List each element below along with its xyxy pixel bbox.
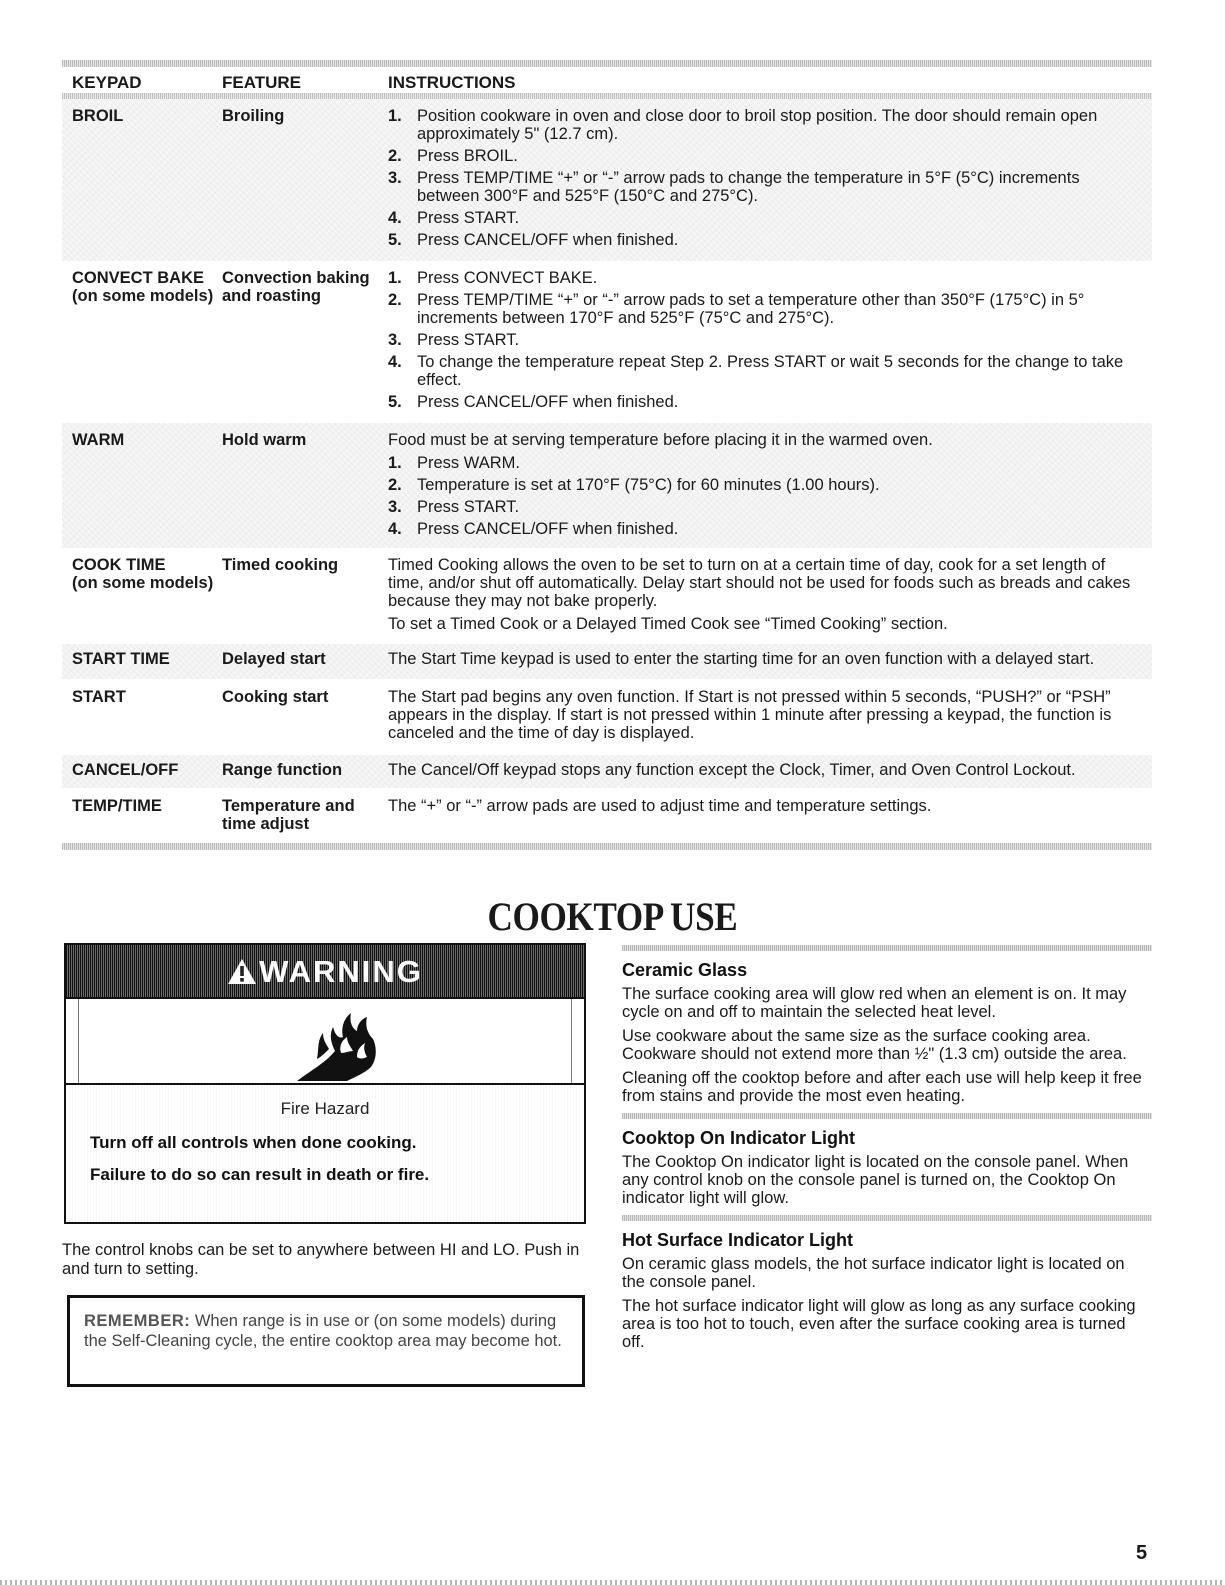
step-item <box>388 169 1142 205</box>
warning-box <box>64 943 586 1224</box>
instruction-text: Timed Cooking allows the oven to be set to turn on at a certain time of day, cook for a set length of time, and/or shut off automatically. Delay start should not be used for foods such as breads and cakes because they may not bake properly. <box>388 556 1131 610</box>
table-row-temp-time <box>62 788 1152 837</box>
warning-triangle-icon <box>227 957 257 993</box>
step-text: Press CANCEL/OFF when finished. <box>417 520 679 538</box>
keypad-name: COOK TIME (on some models) <box>72 556 214 592</box>
step-text: Press TEMP/TIME “+” or “-” arrow pads to set a temperature other than 350°F (175°C) in 5° increments between 170°F and 525°F (75°C and 275°C). <box>417 291 1085 327</box>
step-item <box>388 291 1142 327</box>
step-number: 3. <box>388 331 402 349</box>
step-number: 1. <box>388 269 402 287</box>
instructions <box>388 269 1152 415</box>
table-row-cancel-off <box>62 755 1152 788</box>
keypad-table <box>62 60 1152 850</box>
step-number: 1. <box>388 107 402 125</box>
keypad-name: TEMP/TIME <box>72 797 162 815</box>
remember-label: REMEMBER: <box>84 1312 191 1330</box>
step-number: 4. <box>388 520 402 538</box>
table-bottom-rule <box>62 843 1152 850</box>
step-item <box>388 231 1142 249</box>
fire-hazard-icon <box>295 1007 381 1083</box>
section-paragraph: The hot surface indicator light will glow as long as any surface cooking area is too hot to touch, even after the surface cooking area is turned off. <box>622 1297 1136 1351</box>
step-text: Press CANCEL/OFF when finished. <box>417 231 679 249</box>
table-row-cook-time <box>62 548 1152 644</box>
table-top-rule <box>62 60 1152 67</box>
instruction-note: To set a Timed Cook or a Delayed Timed Cook see “Timed Cooking” section. <box>388 615 948 633</box>
hazard-symbol-area <box>78 999 572 1083</box>
section-paragraph: The Cooktop On indicator light is located on the console panel. When any control knob on the console panel is turned on, the Cooktop On indicator light will glow. <box>622 1153 1129 1207</box>
section-paragraph: The surface cooking area will glow red when an element is on. It may cycle on and off to maintain the selected heat level. <box>622 985 1127 1021</box>
step-text: Position cookware in oven and close door to broil stop position. The door should remain open approximately 5" (12.7 cm). <box>417 107 1098 143</box>
instructions <box>388 650 1152 673</box>
step-item <box>388 454 1142 472</box>
keypad-name: START TIME <box>72 650 170 668</box>
feature-name: Timed cooking <box>222 556 339 574</box>
step-text: Press START. <box>417 498 520 516</box>
step-item <box>388 476 1142 494</box>
step-list <box>388 107 1142 249</box>
table-row-convect-bake <box>62 261 1152 423</box>
step-item <box>388 209 1142 227</box>
section-heading: Cooktop On Indicator Light <box>622 1128 855 1148</box>
table-row-start <box>62 679 1152 755</box>
step-number: 5. <box>388 231 402 249</box>
step-text: Press CONVECT BAKE. <box>417 269 598 287</box>
section-rule <box>622 1113 1152 1119</box>
step-item <box>388 353 1142 389</box>
step-number: 1. <box>388 454 402 472</box>
keypad-name: WARM <box>72 431 125 449</box>
table-row-start-time <box>62 644 1152 679</box>
step-item <box>388 331 1142 349</box>
page-bottom-edge <box>0 1580 1225 1585</box>
section-title: COOKTOP USE <box>487 894 738 939</box>
section-paragraph: Cleaning off the cooktop before and after each use will help keep it free from stains and provide the most even heating. <box>622 1069 1142 1105</box>
feature-name: Temperature and time adjust <box>222 797 355 833</box>
step-text: To change the temperature repeat Step 2. Press START or wait 5 seconds for the change to take effect. <box>417 353 1124 389</box>
step-item <box>388 147 1142 165</box>
instruction-text: The “+” or “-” arrow pads are used to adjust time and temperature settings. <box>388 797 932 815</box>
table-row-broil <box>62 99 1152 261</box>
step-number: 4. <box>388 209 402 227</box>
warning-line-1: Turn off all controls when done cooking. <box>90 1133 417 1152</box>
warning-header <box>66 945 584 999</box>
instructions <box>388 431 1152 542</box>
cooktop-section <box>622 945 1152 1105</box>
step-item <box>388 498 1142 516</box>
step-number: 2. <box>388 291 402 309</box>
section-heading: Hot Surface Indicator Light <box>622 1230 854 1250</box>
cooktop-section <box>622 1215 1152 1351</box>
keypad-name: CONVECT BAKE (on some models) <box>72 269 214 305</box>
keypad-name: CANCEL/OFF <box>72 761 179 779</box>
step-text: Temperature is set at 170°F (75°C) for 60 minutes (1.00 hours). <box>417 476 880 494</box>
section-paragraph: On ceramic glass models, the hot surface indicator light is located on the console panel. <box>622 1255 1125 1291</box>
section-paragraph: Use cookware about the same size as the surface cooking area. Cookware should not extend more than ½" (1.3 cm) outside the area. <box>622 1027 1127 1063</box>
keypad-name: START <box>72 688 126 706</box>
step-text: Press CANCEL/OFF when finished. <box>417 393 679 411</box>
feature-name: Broiling <box>222 107 285 125</box>
warning-body <box>66 1083 584 1222</box>
step-number: 3. <box>388 498 402 516</box>
feature-name: Delayed start <box>222 650 326 668</box>
remember-box <box>67 1295 585 1387</box>
feature-name: Cooking start <box>222 688 329 706</box>
step-text: Press WARM. <box>417 454 520 472</box>
header-feature: FEATURE <box>222 73 302 92</box>
instructions <box>388 688 1152 747</box>
instruction-text: The Start Time keypad is used to enter the starting time for an oven function with a delayed start. <box>388 650 1095 668</box>
step-text: Press BROIL. <box>417 147 518 165</box>
step-number: 2. <box>388 476 402 494</box>
table-header <box>62 67 1152 93</box>
section-heading: Ceramic Glass <box>622 960 748 980</box>
warning-heading: WARNING <box>259 954 423 989</box>
step-number: 4. <box>388 353 402 371</box>
header-keypad: KEYPAD <box>72 73 142 92</box>
step-number: 5. <box>388 393 402 411</box>
instructions <box>388 107 1152 253</box>
keypad-name: BROIL <box>72 107 124 125</box>
step-list <box>388 454 1142 538</box>
step-item <box>388 269 1142 287</box>
cooktop-info-column <box>622 945 1152 1357</box>
section-rule <box>622 1215 1152 1221</box>
instruction-text: The Cancel/Off keypad stops any function except the Clock, Timer, and Oven Control Lockout. <box>388 761 1076 779</box>
feature-name: Range function <box>222 761 343 779</box>
step-item <box>388 393 1142 411</box>
step-list <box>388 269 1142 411</box>
instruction-text: The Start pad begins any oven function. If Start is not pressed within 5 seconds, “PUSH?” or “PSH” appears in the display. If start is not pressed within 1 minute after pressing a keypad, the function is canceled and the time of day is displayed. <box>388 688 1112 742</box>
step-text: Press START. <box>417 209 520 227</box>
step-text: Press START. <box>417 331 520 349</box>
instructions <box>388 556 1152 638</box>
step-item <box>388 520 1142 538</box>
cooktop-section <box>622 1113 1152 1207</box>
table-body <box>62 99 1152 837</box>
instruction-text: Food must be at serving temperature before placing it in the warmed oven. <box>388 431 933 449</box>
warning-line-2: Failure to do so can result in death or fire. <box>90 1165 430 1184</box>
instructions <box>388 761 1152 784</box>
knobs-text: The control knobs can be set to anywhere between HI and LO. Push in and turn to setting. <box>62 1241 580 1278</box>
section-rule <box>622 945 1152 951</box>
header-instructions: INSTRUCTIONS <box>388 73 516 92</box>
page-number: 5 <box>1136 1542 1148 1564</box>
step-number: 3. <box>388 169 402 187</box>
table-row-warm <box>62 423 1152 548</box>
step-item <box>388 107 1142 143</box>
remember-text: When range is in use or (on some models) during the Self-Cleaning cycle, the entire cooktop area may become hot. <box>84 1312 562 1350</box>
step-number: 2. <box>388 147 402 165</box>
feature-name: Hold warm <box>222 431 307 449</box>
feature-name: Convection baking and roasting <box>222 269 370 305</box>
hazard-title: Fire Hazard <box>280 1099 370 1118</box>
instructions <box>388 797 1152 833</box>
step-text: Press TEMP/TIME “+” or “-” arrow pads to change the temperature in 5°F (5°C) increments between 300°F and 525°F (150°C and 275°C). <box>417 169 1080 205</box>
